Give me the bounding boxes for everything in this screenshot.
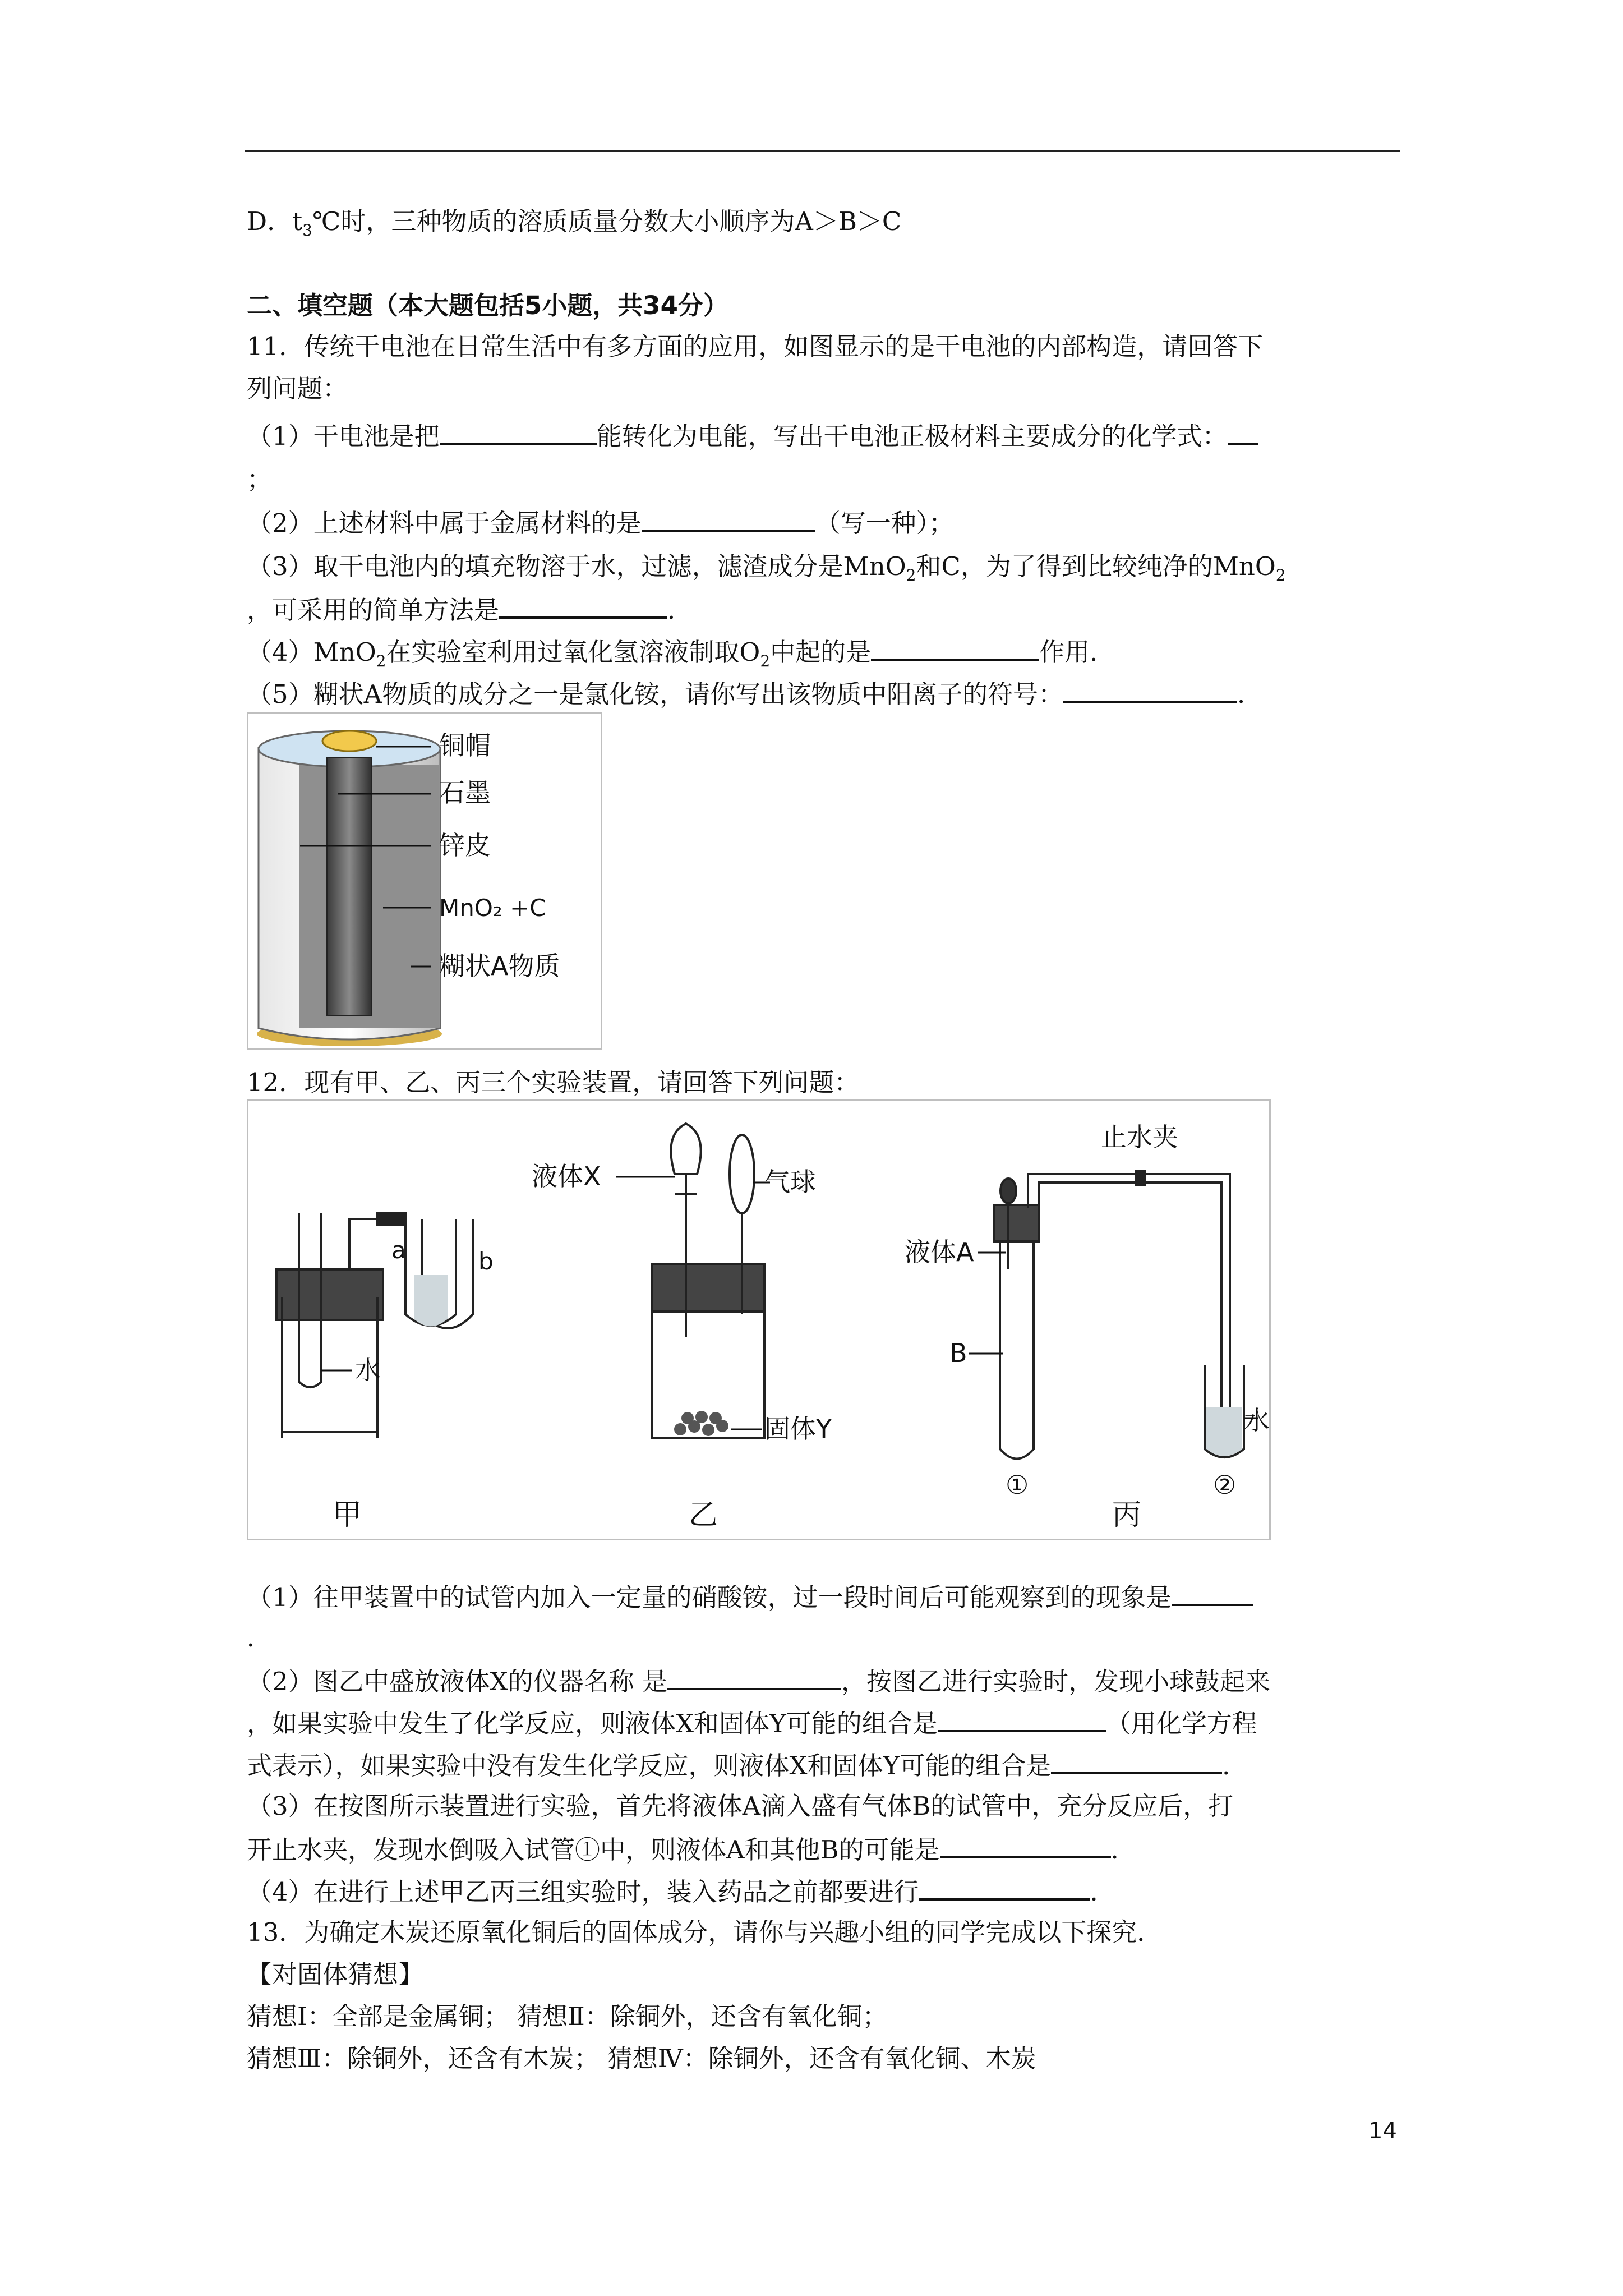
graphite-rod bbox=[327, 758, 372, 1016]
battery-diagram bbox=[248, 714, 601, 1048]
answer-blank[interactable] bbox=[499, 592, 667, 619]
bing-label-clamp: 止水夹 bbox=[1101, 1122, 1178, 1152]
caption-jia: 甲 bbox=[333, 1498, 362, 1532]
q12-part4: （4）在进行上述甲乙丙三组实验时，装入药品之前都要进行 ． bbox=[247, 1874, 1115, 1909]
answer-blank[interactable] bbox=[667, 1663, 841, 1690]
label-mno2-c: MnO₂ +C bbox=[439, 894, 546, 922]
q11-part1: （1）干电池是把 能转化为电能，写出干电池正极材料主要成分的化学式： bbox=[247, 418, 1258, 453]
answer-blank[interactable] bbox=[871, 634, 1039, 661]
water-clamp bbox=[1135, 1170, 1146, 1186]
answer-blank[interactable] bbox=[1228, 418, 1258, 445]
apparatus-diagram bbox=[248, 1101, 1269, 1539]
answer-blank[interactable] bbox=[1172, 1579, 1253, 1606]
q12-part1-end: ． bbox=[247, 1623, 273, 1653]
q12-part2-cont1: ，如果实验中发生了化学反应，则液体X和固体Y可能的组合是 （用化学方程 bbox=[247, 1705, 1257, 1741]
solid-y-granules bbox=[674, 1411, 728, 1436]
yi-bottle bbox=[652, 1326, 764, 1438]
q11-part5: （5）糊状A物质的成分之一是氯化铵，请你写出该物质中阳离子的符号： ． bbox=[247, 676, 1262, 711]
caption-yi: 乙 bbox=[689, 1498, 718, 1532]
label-zinc: 锌皮 bbox=[439, 830, 491, 861]
balloon bbox=[730, 1135, 754, 1213]
q11-part1-end: ； bbox=[247, 464, 273, 494]
section-title: 二、填空题（本大题包括5小题，共34分） bbox=[247, 291, 728, 320]
bing-water bbox=[1206, 1407, 1242, 1456]
jia-label-b: b bbox=[478, 1248, 494, 1275]
q12-part3-cont: 开止水夹，发现水倒吸入试管①中，则液体A和其他B的可能是 ． bbox=[247, 1832, 1136, 1867]
answer-blank[interactable] bbox=[440, 418, 597, 445]
label-paste-a: 糊状A物质 bbox=[439, 951, 560, 981]
page-number: 14 bbox=[1368, 2118, 1397, 2144]
q11-part3-cont: ，可采用的简单方法是 ． bbox=[247, 592, 693, 627]
copper-cap bbox=[322, 731, 376, 751]
q11-part2: （2）上述材料中属于金属材料的是 （写一种）； bbox=[247, 505, 954, 540]
apparatus-figure bbox=[247, 1099, 1271, 1540]
answer-blank[interactable] bbox=[919, 1874, 1090, 1901]
separatory-funnel bbox=[671, 1124, 700, 1174]
label-graphite: 石墨 bbox=[439, 777, 491, 808]
q12-part3: （3）在按图所示装置进行实验，首先将液体A滴入盛有气体B的试管中，充分反应后，打 bbox=[247, 1791, 1234, 1821]
caption-bing: 丙 bbox=[1112, 1498, 1142, 1532]
q13-guess-line2: 猜想Ⅲ：除铜外，还含有木炭； 猜想Ⅳ：除铜外，还含有氧化铜、木炭 bbox=[247, 2044, 1036, 2073]
label-copper-cap: 铜帽 bbox=[439, 730, 491, 761]
yi-label-solid-y: 固体Y bbox=[764, 1414, 832, 1444]
battery-figure bbox=[247, 712, 602, 1050]
bing-label-tube2: ② bbox=[1213, 1470, 1237, 1500]
header-rule bbox=[245, 150, 1400, 152]
bing-delivery-tube bbox=[1028, 1174, 1230, 1438]
q11-stem-line1: 11．传统干电池在日常生活中有多方面的应用，如图显示的是干电池的内部构造，请回答下 bbox=[247, 332, 1264, 361]
jia-u-liquid bbox=[414, 1275, 448, 1327]
option-d-subscript: 3 bbox=[302, 221, 312, 240]
q12-part2: （2）图乙中盛放液体X的仪器名称 是 ，按图乙进行实验时，发现小球鼓起来 bbox=[247, 1663, 1270, 1699]
answer-blank[interactable] bbox=[642, 505, 815, 532]
answer-blank[interactable] bbox=[1051, 1747, 1222, 1774]
bing-label-water: 水 bbox=[1244, 1405, 1269, 1435]
q12-stem: 12．现有甲、乙、丙三个实验装置，请回答下列问题： bbox=[247, 1068, 860, 1097]
q13-heading: 【对固体猜想】 bbox=[247, 1959, 424, 1989]
jia-stopper bbox=[276, 1269, 383, 1320]
bing-label-liquid-a: 液体A bbox=[905, 1237, 974, 1267]
yi-label-liquid-x: 液体X bbox=[532, 1161, 601, 1191]
q12-part2-cont2: 式表示），如果实验中没有发生化学反应，则液体X和固体Y可能的组合是 ． bbox=[247, 1747, 1247, 1783]
q11-part3: （3）取干电池内的填充物溶于水，过滤，滤渣成分是MnO$_2$和C，为了得到比较纯净的MnO$_2$ bbox=[247, 551, 1286, 585]
q11-stem-line2: 列问题： bbox=[247, 374, 348, 403]
jia-label-water: 水 bbox=[355, 1355, 381, 1385]
dropper-bulb bbox=[1000, 1179, 1016, 1203]
answer-blank[interactable] bbox=[1063, 676, 1237, 703]
bing-label-gas-b: B bbox=[949, 1338, 967, 1368]
q12-part1: （1）往甲装置中的试管内加入一定量的硝酸铵，过一段时间后可能观察到的现象是 bbox=[247, 1579, 1253, 1614]
q10-option-d bbox=[247, 205, 901, 238]
option-d-text: ℃时，三种物质的溶质质量分数大小顺序为A＞B＞C bbox=[312, 206, 902, 236]
option-d-prefix: D．t bbox=[247, 206, 303, 236]
q13-guess-line1: 猜想Ⅰ：全部是金属铜； 猜想Ⅱ：除铜外，还含有氧化铜； bbox=[247, 2001, 888, 2031]
answer-blank[interactable] bbox=[940, 1832, 1111, 1858]
bing-tube-1 bbox=[1000, 1230, 1034, 1459]
yi-label-balloon: 气球 bbox=[764, 1167, 816, 1197]
answer-blank[interactable] bbox=[938, 1705, 1106, 1732]
yi-stopper bbox=[652, 1264, 764, 1312]
jia-label-a: a bbox=[391, 1236, 406, 1264]
q13-stem: 13．为确定木炭还原氧化铜后的固体成分，请你与兴趣小组的同学完成以下探究． bbox=[247, 1917, 1163, 1947]
bing-stopper bbox=[994, 1205, 1039, 1241]
bing-label-tube1: ① bbox=[1006, 1470, 1029, 1500]
q11-part4: （4）MnO$_2$在实验室利用过氧化氢溶液制取$O_2$中起的是 作用． bbox=[247, 634, 1115, 669]
